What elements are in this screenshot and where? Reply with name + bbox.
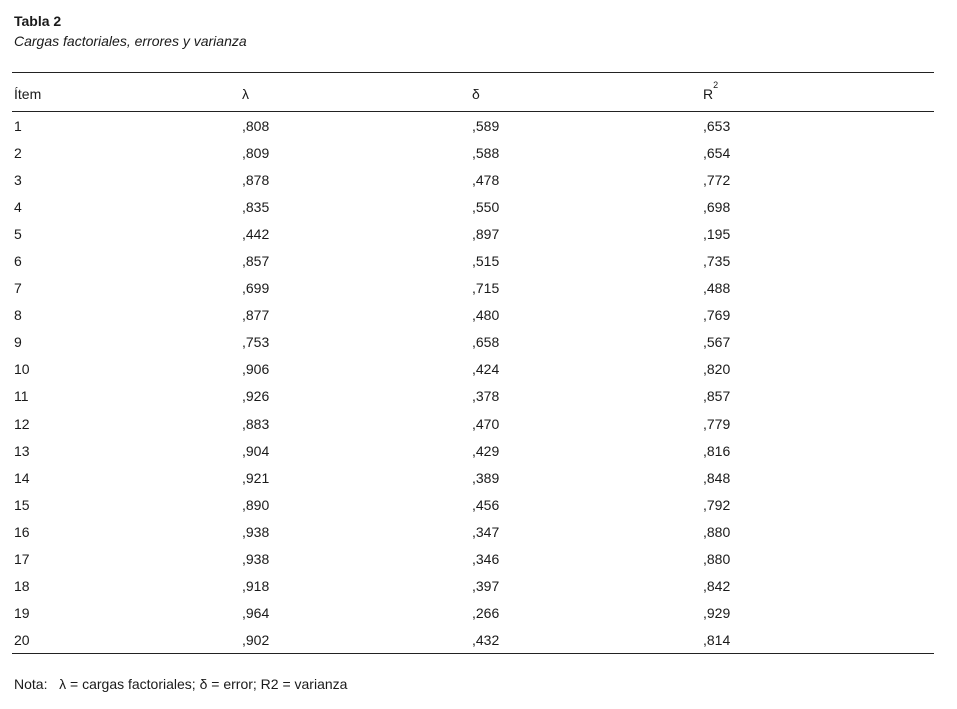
table-row [0,549,957,576]
cell-r-squared: ,848 [703,469,731,486]
cell-delta: ,347 [472,523,500,540]
cell-delta: ,424 [472,361,500,378]
cell-r-squared: ,814 [703,631,731,648]
cell-lambda: ,938 [242,523,270,540]
cell-item: 14 [14,469,30,486]
cell-r-squared: ,816 [703,442,731,459]
table-row [0,251,957,278]
cell-delta: ,588 [472,145,500,162]
cell-item: 18 [14,577,30,594]
cell-r-squared: ,772 [703,172,731,189]
cell-lambda: ,857 [242,253,270,270]
header-r-superscript: 2 [713,80,719,90]
table-row [0,522,957,549]
cell-item: 8 [14,307,22,324]
cell-delta: ,470 [472,415,500,432]
cell-item: 4 [14,199,22,216]
cell-lambda: ,753 [242,334,270,351]
table-row [0,278,957,305]
cell-r-squared: ,769 [703,307,731,324]
table-top-rule [12,72,934,73]
cell-lambda: ,964 [242,604,270,621]
cell-delta: ,589 [472,118,500,134]
cell-r-squared: ,857 [703,388,731,405]
header-r-squared [703,80,719,104]
cell-r-squared: ,820 [703,361,731,378]
cell-lambda: ,835 [242,199,270,216]
cell-lambda: ,902 [242,631,270,648]
cell-r-squared: ,488 [703,280,731,297]
table-row [0,116,957,143]
cell-item: 17 [14,550,30,567]
cell-r-squared: ,735 [703,253,731,270]
cell-item: 20 [14,631,30,648]
cell-item: 6 [14,253,22,270]
cell-delta: ,515 [472,253,500,270]
cell-item: 11 [14,388,29,405]
cell-r-squared: ,195 [703,226,731,243]
table-row [0,197,957,224]
cell-item: 12 [14,415,30,432]
cell-lambda: ,890 [242,496,270,513]
cell-delta: ,480 [472,307,500,324]
cell-r-squared: ,779 [703,415,731,432]
cell-lambda: ,883 [242,415,270,432]
table-row [0,441,957,468]
cell-item: 13 [14,442,30,459]
table-header-rule [12,111,934,112]
cell-delta: ,478 [472,172,500,189]
cell-delta: ,429 [472,442,500,459]
cell-delta: ,456 [472,496,500,513]
table-title: Tabla 2 [14,13,62,29]
cell-item: 19 [14,604,30,621]
cell-r-squared: ,653 [703,118,731,134]
table-row [0,414,957,441]
cell-delta: ,897 [472,226,500,243]
header-r-base: R [703,86,714,102]
header-item: Ítem [14,86,42,102]
table-header-row [0,80,957,104]
cell-r-squared: ,654 [703,145,731,162]
cell-lambda: ,926 [242,388,270,405]
cell-r-squared: ,567 [703,334,731,351]
cell-lambda: ,808 [242,118,270,134]
cell-r-squared: ,698 [703,199,731,216]
cell-lambda: ,906 [242,361,270,378]
cell-lambda: ,918 [242,577,270,594]
table-row [0,603,957,630]
cell-lambda: ,904 [242,442,270,459]
table-row [0,170,957,197]
cell-lambda: ,877 [242,307,270,324]
cell-lambda: ,938 [242,550,270,567]
cell-lambda: ,878 [242,172,270,189]
cell-delta: ,389 [472,469,500,486]
cell-item: 7 [14,280,22,297]
table-subtitle: Cargas factoriales, errores y varianza [14,33,247,49]
table-row [0,359,957,386]
header-lambda: λ [242,86,249,102]
cell-r-squared: ,880 [703,523,731,540]
table-row [0,224,957,251]
cell-item: 5 [14,226,22,243]
cell-lambda: ,699 [242,280,270,297]
cell-item: 3 [14,172,22,189]
cell-lambda: ,809 [242,145,270,162]
table-row [0,332,957,359]
table-row [0,576,957,603]
cell-delta: ,266 [472,604,500,621]
table-row [0,143,957,170]
cell-r-squared: ,842 [703,577,731,594]
cell-r-squared: ,792 [703,496,731,513]
cell-lambda: ,442 [242,226,270,243]
table-row [0,386,957,413]
cell-delta: ,550 [472,199,500,216]
cell-item: 2 [14,145,22,162]
cell-lambda: ,921 [242,469,270,486]
table-note: Nota: λ = cargas factoriales; δ = error; R2 = varianza [14,676,348,692]
table-body [0,116,957,657]
cell-item: 15 [14,496,30,513]
cell-item: 16 [14,523,30,540]
cell-delta: ,715 [472,280,500,297]
cell-item: 1 [14,118,22,134]
table-row [0,468,957,495]
cell-item: 10 [14,361,30,378]
table-row [0,495,957,522]
cell-delta: ,346 [472,550,500,567]
table-bottom-rule [12,653,934,654]
table-row [0,305,957,332]
cell-delta: ,432 [472,631,500,648]
cell-r-squared: ,880 [703,550,731,567]
cell-r-squared: ,929 [703,604,731,621]
cell-delta: ,397 [472,577,500,594]
cell-delta: ,658 [472,334,500,351]
cell-item: 9 [14,334,22,351]
header-delta: δ [472,86,480,102]
cell-delta: ,378 [472,388,500,405]
